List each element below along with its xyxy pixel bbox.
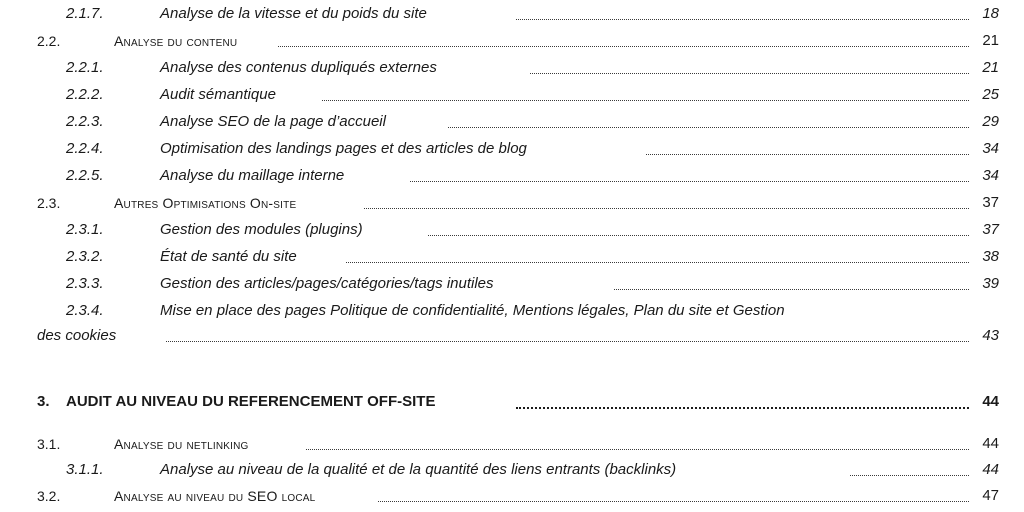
toc-entry-number: 2.2.3. [66, 113, 104, 130]
toc-entry-page: 47 [982, 487, 999, 504]
toc-entry-title: Audit sémantique [160, 86, 276, 103]
toc-entry[interactable] [0, 29, 1024, 55]
toc-entry-title: Analyse de la vitesse et du poids du site [160, 5, 427, 22]
toc-entry-title: Analyse des contenus dupliqués externes [160, 59, 437, 76]
toc-entry[interactable] [0, 272, 1024, 298]
toc-entry-page: 21 [982, 32, 999, 49]
toc-entry-page: 37 [982, 194, 999, 211]
toc-entry-title: Autres Optimisations On-site [114, 195, 297, 211]
toc-entry-page: 44 [982, 435, 999, 452]
toc-entry-page: 44 [982, 393, 999, 410]
toc-entry-title: Gestion des modules (plugins) [160, 221, 363, 238]
toc-entry-number: 2.1.7. [66, 5, 104, 22]
toc-entry-title: Optimisation des landings pages et des articles de blog [160, 140, 527, 157]
toc-entry-number: 3. [37, 393, 50, 410]
toc-entry-page: 34 [982, 140, 999, 157]
toc-entry-number: 3.1. [37, 436, 61, 452]
toc-dot-leader [850, 461, 969, 476]
toc-entry-page: 38 [982, 248, 999, 265]
toc-entry-number: 2.3.2. [66, 248, 104, 265]
toc-dot-leader [516, 5, 969, 20]
toc-entry-title: Gestion des articles/pages/catégories/tags inutiles [160, 275, 494, 292]
toc-entry[interactable] [0, 299, 1024, 351]
toc-entry[interactable] [0, 432, 1024, 458]
toc-entry-page: 25 [982, 86, 999, 103]
toc-entry-title: Analyse au niveau du SEO local [114, 488, 316, 504]
toc-entry-number: 2.3.3. [66, 275, 104, 292]
toc-entry-number: 2.2.5. [66, 167, 104, 184]
toc-dot-leader [346, 248, 969, 263]
toc-entry[interactable] [0, 218, 1024, 244]
toc-entry-page: 44 [982, 461, 999, 478]
toc-entry-title-continuation: des cookies [37, 327, 117, 344]
toc-entry[interactable] [0, 458, 1024, 484]
toc-dot-leader [306, 435, 969, 450]
toc-entry-number: 2.2.4. [66, 140, 104, 157]
toc-entry-page: 39 [982, 275, 999, 292]
toc-entry-title: Analyse du contenu [114, 33, 238, 49]
toc-dot-leader [516, 393, 969, 409]
toc-dot-leader [448, 113, 969, 128]
toc-entry-title: Analyse du netlinking [114, 436, 249, 452]
toc-entry-title: Mise en place des pages Politique de confidentialité, Mentions légales, Plan du site et Gestion [160, 302, 785, 319]
toc-dot-leader [614, 275, 969, 290]
toc-entry-number: 2.2. [37, 33, 61, 49]
toc-entry-page: 43 [982, 327, 999, 344]
toc-dot-leader [166, 327, 969, 342]
toc-dot-leader [530, 59, 969, 74]
toc-entry-number: 2.3.4. [66, 302, 104, 319]
toc-entry-number: 3.1.1. [66, 461, 104, 478]
toc-entry-page: 37 [982, 221, 999, 238]
toc-entry[interactable] [0, 56, 1024, 82]
toc-entry-page: 29 [982, 113, 999, 130]
toc-entry[interactable] [0, 110, 1024, 136]
toc-dot-leader [378, 487, 969, 502]
toc-entry-page: 34 [982, 167, 999, 184]
toc-dot-leader [646, 140, 969, 155]
toc-entry-page: 21 [982, 59, 999, 76]
toc-entry-number: 2.2.2. [66, 86, 104, 103]
toc-entry-number: 3.2. [37, 488, 61, 504]
toc-entry-number: 2.3.1. [66, 221, 104, 238]
toc-entry-title: Analyse SEO de la page d’accueil [160, 113, 386, 130]
toc-dot-leader [410, 167, 969, 182]
toc-dot-leader [364, 194, 969, 209]
toc-dot-leader [278, 32, 969, 47]
toc-entry-number: 2.2.1. [66, 59, 104, 76]
toc-entry[interactable] [0, 390, 1024, 416]
toc-entry[interactable] [0, 484, 1024, 510]
toc-entry[interactable] [0, 191, 1024, 217]
toc-entry-number: 2.3. [37, 195, 61, 211]
toc-entry-title: AUDIT AU NIVEAU DU REFERENCEMENT OFF-SITE [66, 393, 436, 410]
toc-entry[interactable] [0, 2, 1024, 28]
toc-entry[interactable] [0, 137, 1024, 163]
toc-entry[interactable] [0, 245, 1024, 271]
toc-dot-leader [322, 86, 969, 101]
toc-entry-title: Analyse du maillage interne [160, 167, 345, 184]
toc-entry-title: Analyse au niveau de la qualité et de la quantité des liens entrants (backlinks) [160, 461, 677, 478]
toc-entry[interactable] [0, 83, 1024, 109]
toc-dot-leader [428, 221, 969, 236]
toc-entry[interactable] [0, 164, 1024, 190]
toc-entry-title: État de santé du site [160, 248, 297, 265]
toc-entry-page: 18 [982, 5, 999, 22]
